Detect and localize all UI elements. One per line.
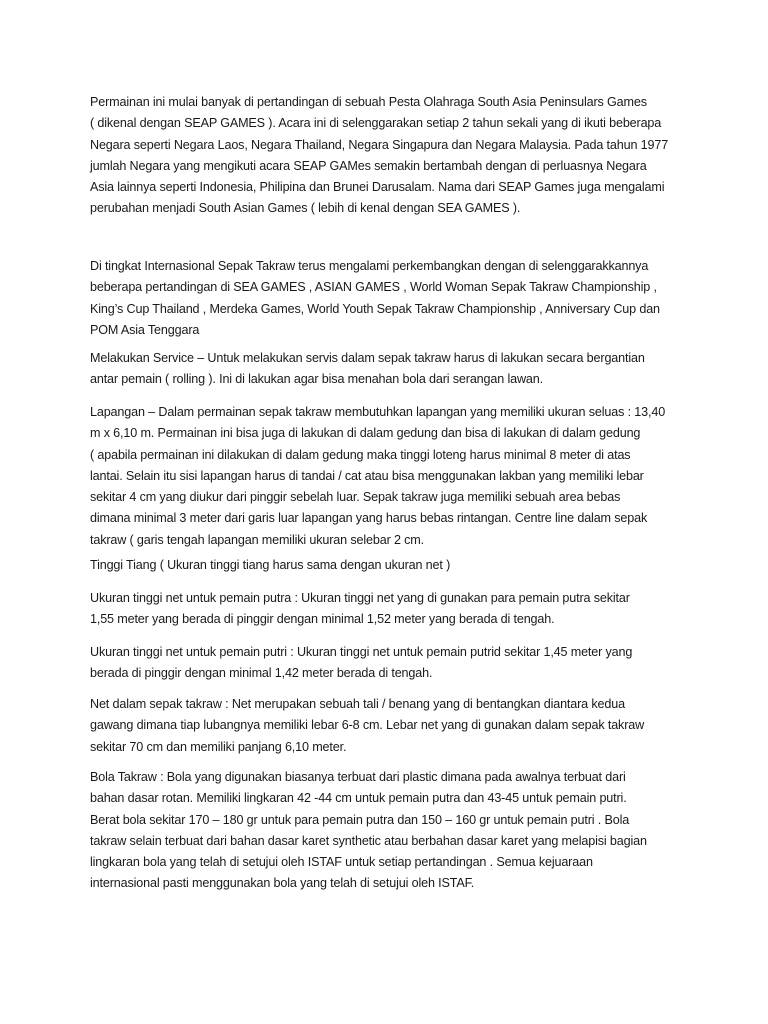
text-line: Melakukan Service – Untuk melakukan servis dalam sepak takraw harus di lakukan secara bergantian: [90, 351, 645, 365]
text-line: bahan dasar rotan. Memiliki lingkaran 42 -44 cm untuk pemain putra dan 43-45 untuk pemain putri.: [90, 791, 627, 806]
text-line: dimana minimal 3 meter dari garis luar lapangan yang harus bebas rintangan. Centre line dalam sepak: [90, 511, 648, 526]
text-line: Permainan ini mulai banyak di pertandingan di sebuah Pesta Olahraga South Asia Peninsulars Games: [90, 95, 647, 109]
text-line: lantai. Selain itu sisi lapangan harus di tandai / cat atau bisa menggunakan lakban yang memiliki lebar: [90, 468, 644, 483]
text-line: internasional pasti menggunakan bola yang telah di setujui oleh ISTAF.: [90, 876, 475, 891]
paragraph-tinggi-tiang: [90, 555, 680, 576]
text-line: antar pemain ( rolling ). Ini di lakukan agar bisa menahan bola dari serangan lawan.: [90, 372, 543, 387]
text-line: takraw selain terbuat dari bahan dasar karet synthetic atau berbahan dasar karet yang melapisi bagian: [90, 833, 647, 848]
text-line: sekitar 4 cm yang diukur dari pinggir sebelah luar. Sepak takraw juga memiliki sebuah area bebas: [90, 490, 621, 505]
text-line: takraw ( garis tengah lapangan memiliki ukuran selebar 2 cm.: [90, 532, 424, 547]
text-line: Asia lainnya seperti Indonesia, Philipina dan Brunei Darusalam. Nama dari SEAP Games juga mengalami: [90, 180, 665, 195]
paragraph-international: [90, 256, 680, 341]
text-line: Ukuran tinggi net untuk pemain putra : Ukuran tinggi net yang di gunakan para pemain putra sekitar: [90, 591, 630, 605]
text-line: lingkaran bola yang telah di setujui oleh ISTAF untuk setiap pertandingan . Semua kejuaraan: [90, 855, 593, 870]
paragraph-net: [90, 694, 680, 758]
text-line: Negara seperti Negara Laos, Negara Thailand, Negara Singapura dan Negara Malaysia. Pada tahun 1977: [90, 137, 669, 152]
paragraph-net-putra: [90, 588, 680, 631]
text-line: beberapa pertandingan di SEA GAMES , ASIAN GAMES , World Woman Sepak Takraw Championship ,: [90, 280, 657, 295]
text-line: 1,55 meter yang berada di pinggir dengan minimal 1,52 meter yang berada di tengah.: [90, 612, 555, 627]
text-line: Tinggi Tiang ( Ukuran tinggi tiang harus sama dengan ukuran net ): [90, 558, 451, 572]
paragraph-service: [90, 348, 680, 391]
text-line: POM Asia Tenggara: [90, 322, 200, 337]
text-line: jumlah Negara yang mengikuti acara SEAP GAMes semakin bertambah dengan di perluasnya Negara: [90, 158, 647, 173]
text-line: sekitar 70 cm dan memiliki panjang 6,10 meter.: [90, 739, 347, 754]
text-line: Ukuran tinggi net untuk pemain putri : Ukuran tinggi net untuk pemain putrid sekitar 1,45 meter yang: [90, 645, 633, 659]
text-line: Di tingkat Internasional Sepak Takraw terus mengalami perkembangkan dengan di selenggarakkannya: [90, 259, 649, 273]
text-line: Lapangan – Dalam permainan sepak takraw membutuhkan lapangan yang memiliki ukuran seluas : 13,40: [90, 405, 666, 419]
text-line: ( dikenal dengan SEAP GAMES ). Acara ini di selenggarakan setiap 2 tahun sekali yang di ikuti beberapa: [90, 116, 662, 131]
text-line: ( apabila permainan ini dilakukan di dalam gedung maka tinggi loteng harus minimal 8 meter di atas: [90, 447, 631, 462]
text-line: Net dalam sepak takraw : Net merupakan sebuah tali / benang yang di bentangkan diantara kedua: [90, 697, 625, 711]
paragraph-seap-games: [90, 92, 680, 220]
paragraph-net-putri: [90, 642, 680, 685]
text-line: perubahan menjadi South Asian Games ( lebih di kenal dengan SEA GAMES ).: [90, 201, 521, 216]
text-line: m x 6,10 m. Permainan ini bisa juga di lakukan di dalam gedung dan bisa di lakukan di dalam gedung: [90, 426, 641, 441]
paragraph-lapangan: [90, 402, 680, 551]
paragraph-bola-takraw: [90, 767, 680, 895]
text-line: Bola Takraw : Bola yang digunakan biasanya terbuat dari plastic dimana pada awalnya terbuat dari: [90, 770, 626, 784]
text-line: gawang dimana tiap lubangnya memiliki lebar 6-8 cm. Lebar net yang di gunakan dalam sepak takraw: [90, 718, 645, 733]
text-line: Berat bola sekitar 170 – 180 gr untuk para pemain putra dan 150 – 160 gr untuk pemain putri . Bola: [90, 812, 630, 827]
text-line: King’s Cup Thailand , Merdeka Games, World Youth Sepak Takraw Championship , Anniversary Cup dan: [90, 301, 660, 316]
text-line: berada di pinggir dengan minimal 1,42 meter berada di tengah.: [90, 666, 433, 681]
